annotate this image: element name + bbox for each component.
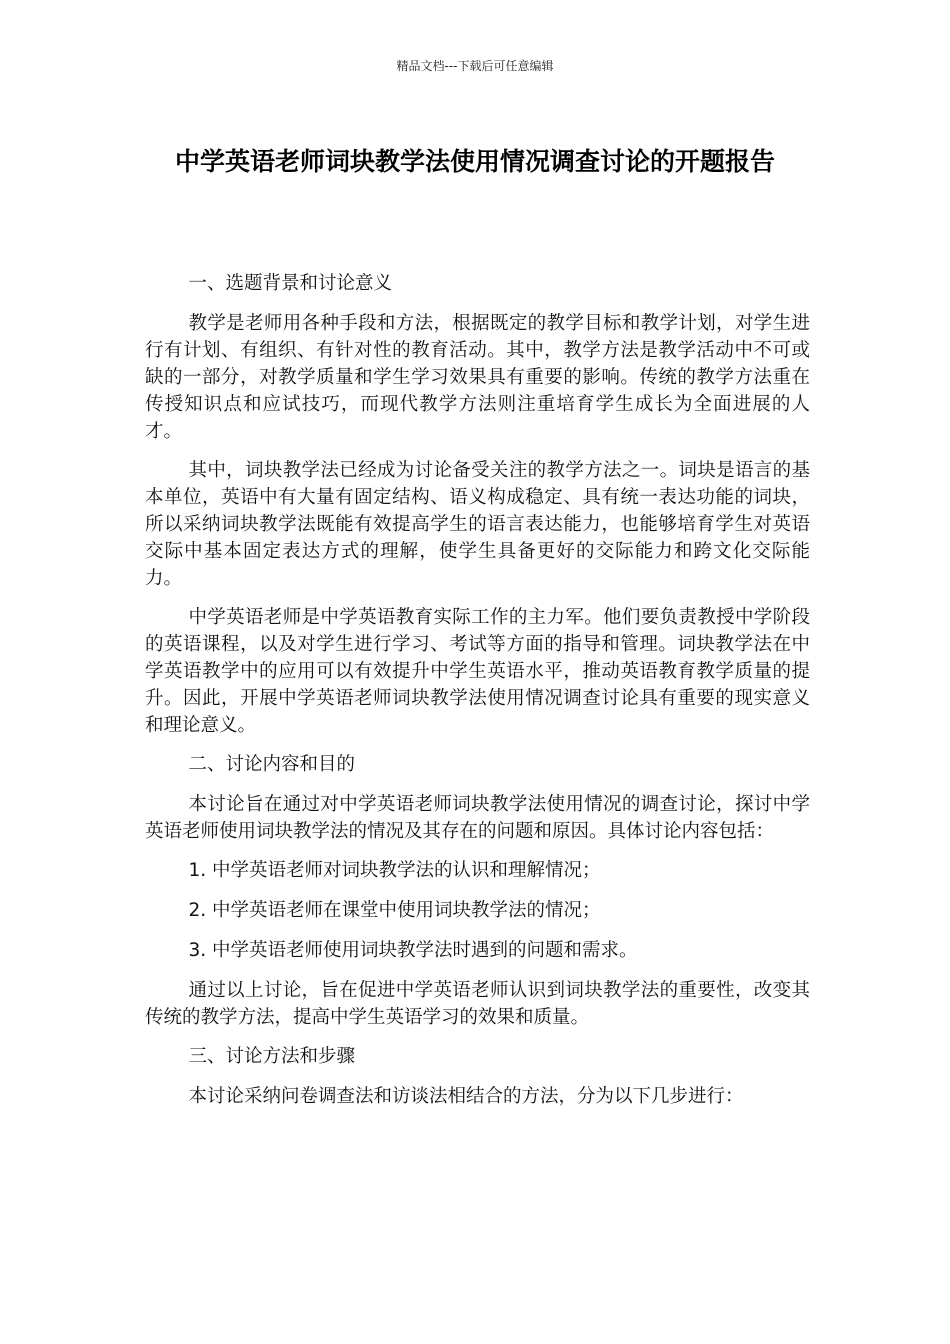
section-heading-3: 三、讨论方法和步骤 bbox=[188, 1046, 355, 1067]
document-title: 中学英语老师词块教学法使用情况调查讨论的开题报告 bbox=[174, 147, 775, 176]
paragraph: 教学是老师用各种手段和方法，根据既定的教学目标和教学计划，对学生进行有计划、有组织、有针对性的教育活动。其中，教学方法是教学活动中不可或缺的一部分，对教学质量和学生学习效果具有重要的影响。传统的教学方法重在传授知识点和应试技巧，而现代教学方法则注重培育学生成长为全面进展的人才。 bbox=[145, 313, 810, 442]
paragraph: 本讨论旨在通过对中学英语老师词块教学法使用情况的调查讨论，探讨中学英语老师使用词块教学法的情况及其存在的问题和原因。具体讨论内容包括： bbox=[145, 794, 810, 842]
list-item: 1. 中学英语老师对词块教学法的认识和理解情况； bbox=[188, 860, 601, 881]
paragraph: 通过以上讨论，旨在促进中学英语老师认识到词块教学法的重要性，改变其传统的教学方法，提高中学生英语学习的效果和质量。 bbox=[145, 980, 810, 1028]
list-item: 2. 中学英语老师在课堂中使用词块教学法的情况； bbox=[188, 900, 601, 921]
paragraph: 其中，词块教学法已经成为讨论备受关注的教学方法之一。词块是语言的基本单位，英语中有大量有固定结构、语义构成稳定、具有统一表达功能的词块，所以采纳词块教学法既能有效提高学生的语言表达能力，也能够培育学生对英语交际中基本固定表达方式的理解，使学生具备更好的交际能力和跨文化交际能力。 bbox=[145, 460, 810, 589]
paragraph: 本讨论采纳问卷调查法和访谈法相结合的方法，分为以下几步进行： bbox=[188, 1086, 744, 1107]
section-heading-1: 一、选题背景和讨论意义 bbox=[188, 273, 392, 294]
section-heading-2: 二、讨论内容和目的 bbox=[188, 754, 355, 775]
header-note: 精品文档---下载后可任意编辑 bbox=[396, 59, 554, 73]
document-body bbox=[145, 270, 810, 1122]
list-item: 3. 中学英语老师使用词块教学法时遇到的问题和需求。 bbox=[188, 940, 638, 961]
paragraph: 中学英语老师是中学英语教育实际工作的主力军。他们要负责教授中学阶段的英语课程，以及对学生进行学习、考试等方面的指导和管理。词块教学法在中学英语教学中的应用可以有效提升中学生英语水平，推动英语教育教学质量的提升。因此，开展中学英语老师词块教学法使用情况调查讨论具有重要的现实意义和理论意义。 bbox=[145, 607, 810, 736]
